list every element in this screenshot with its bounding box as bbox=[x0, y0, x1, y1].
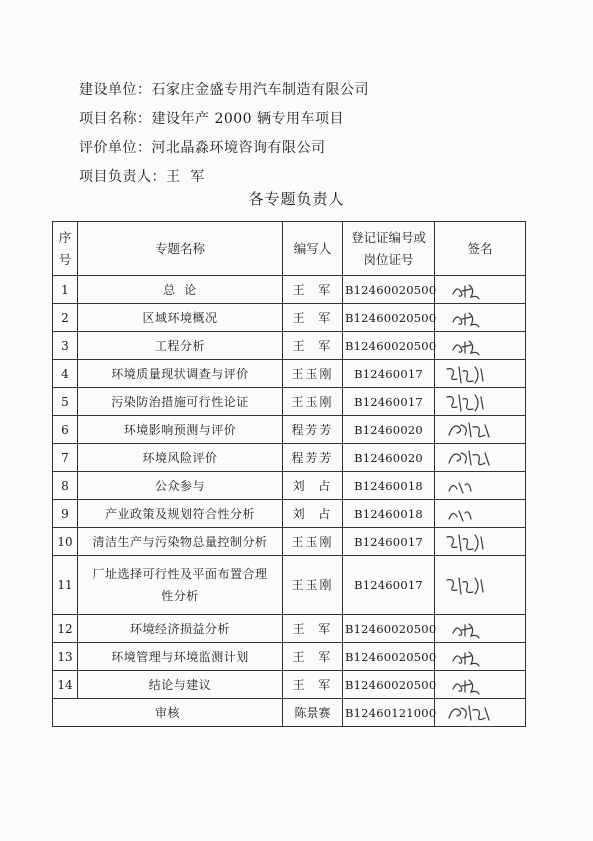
row-signature bbox=[435, 276, 526, 304]
row-topic: 环境风险评价 bbox=[78, 444, 283, 472]
row-cert-number: B12460017 bbox=[343, 556, 435, 615]
row-signature bbox=[435, 444, 526, 472]
row-signature bbox=[435, 472, 526, 500]
handwritten-signature bbox=[435, 277, 524, 303]
row-signature bbox=[435, 304, 526, 332]
row-number: 11 bbox=[53, 556, 78, 615]
info-label: 项目名称： bbox=[79, 111, 152, 127]
row-cert-number: B12460017 bbox=[343, 528, 435, 556]
row-cert-number: B12460020500 bbox=[343, 304, 435, 332]
table-row bbox=[53, 388, 526, 416]
review-row bbox=[53, 699, 526, 727]
row-signature bbox=[435, 388, 526, 416]
row-author: 王玉刚 bbox=[283, 388, 343, 416]
row-author: 刘 占 bbox=[283, 500, 343, 528]
handwritten-signature bbox=[435, 305, 524, 331]
row-topic: 总 论 bbox=[78, 276, 283, 304]
row-topic: 清洁生产与污染物总量控制分析 bbox=[78, 528, 283, 556]
table-row bbox=[53, 615, 526, 643]
row-number: 14 bbox=[53, 671, 78, 699]
table-header-row bbox=[53, 222, 526, 276]
row-signature bbox=[435, 671, 526, 699]
handwritten-signature bbox=[435, 361, 524, 387]
row-topic: 区域环境概况 bbox=[78, 304, 283, 332]
row-topic: 公众参与 bbox=[78, 472, 283, 500]
row-author: 王玉刚 bbox=[283, 360, 343, 388]
row-number: 12 bbox=[53, 615, 78, 643]
row-author: 王 军 bbox=[283, 615, 343, 643]
handwritten-signature bbox=[435, 616, 524, 642]
row-topic: 结论与建议 bbox=[78, 671, 283, 699]
row-topic: 环境经济损益分析 bbox=[78, 615, 283, 643]
row-author: 王玉刚 bbox=[283, 528, 343, 556]
info-assessment-unit bbox=[79, 134, 369, 163]
row-cert-number: B12460020 bbox=[343, 444, 435, 472]
row-author: 王 军 bbox=[283, 276, 343, 304]
row-topic: 工程分析 bbox=[78, 332, 283, 360]
row-number: 7 bbox=[53, 444, 78, 472]
row-cert-number: B12460020500 bbox=[343, 276, 435, 304]
table-row bbox=[53, 671, 526, 699]
row-signature bbox=[435, 528, 526, 556]
table-row bbox=[53, 444, 526, 472]
row-cert-number: B12460020 bbox=[343, 416, 435, 444]
row-number: 9 bbox=[53, 500, 78, 528]
info-label: 项目负责人： bbox=[79, 169, 166, 185]
row-topic: 产业政策及规划符合性分析 bbox=[78, 500, 283, 528]
row-cert-number: B12460018 bbox=[343, 472, 435, 500]
row-author: 王 军 bbox=[283, 643, 343, 671]
row-author: 王 军 bbox=[283, 332, 343, 360]
row-number: 10 bbox=[53, 528, 78, 556]
info-label: 建设单位： bbox=[79, 82, 152, 98]
header-no-top: 序 bbox=[58, 229, 72, 245]
handwritten-signature bbox=[435, 445, 524, 471]
header-cert-line2: 岗位证号 bbox=[363, 251, 414, 267]
table-row bbox=[53, 643, 526, 671]
row-topic: 污染防治措施可行性论证 bbox=[78, 388, 283, 416]
header-signature: 签名 bbox=[435, 222, 526, 276]
info-value: 石家庄金盛专用汽车制造有限公司 bbox=[151, 82, 369, 98]
header-cert bbox=[343, 222, 435, 276]
row-topic-line2: 性分析 bbox=[161, 589, 199, 603]
row-author: 程芳芳 bbox=[283, 416, 343, 444]
review-label: 审核 bbox=[53, 699, 283, 727]
row-number: 4 bbox=[53, 360, 78, 388]
row-signature bbox=[435, 643, 526, 671]
handwritten-signature bbox=[435, 672, 524, 698]
header-no-bottom: 号 bbox=[58, 251, 72, 267]
row-cert-number: B12460020500 bbox=[343, 332, 435, 360]
table-row bbox=[53, 472, 526, 500]
table-row bbox=[53, 556, 526, 615]
table-row bbox=[53, 304, 526, 332]
header-author: 编写人 bbox=[283, 222, 343, 276]
table-title: 各专题负责人 bbox=[248, 190, 345, 208]
header-topic: 专题名称 bbox=[78, 222, 283, 276]
row-cert-number: B12460018 bbox=[343, 500, 435, 528]
handwritten-signature bbox=[435, 644, 524, 670]
row-signature bbox=[435, 360, 526, 388]
row-author: 程芳芳 bbox=[283, 444, 343, 472]
row-number: 5 bbox=[53, 388, 78, 416]
row-signature bbox=[435, 332, 526, 360]
header-cert-line1: 登记证编号或 bbox=[350, 229, 426, 245]
handwritten-signature bbox=[435, 501, 524, 527]
row-cert-number: B12460020500 bbox=[343, 643, 435, 671]
info-value: 建设年产 2000 辆专用车项目 bbox=[151, 111, 345, 127]
row-cert-number: B12460020500 bbox=[343, 671, 435, 699]
table-row bbox=[53, 416, 526, 444]
header-no bbox=[53, 222, 78, 276]
table-row bbox=[53, 332, 526, 360]
handwritten-signature bbox=[435, 333, 524, 359]
topic-responsibility-table bbox=[52, 221, 526, 727]
row-cert-number: B12460020500 bbox=[343, 615, 435, 643]
row-topic: 环境影响预测与评价 bbox=[78, 416, 283, 444]
row-signature bbox=[435, 556, 526, 615]
row-number: 6 bbox=[53, 416, 78, 444]
review-cert-number: B12460121000 bbox=[343, 699, 435, 727]
row-signature bbox=[435, 416, 526, 444]
review-signature bbox=[435, 699, 526, 727]
info-value: 王 军 bbox=[166, 169, 205, 185]
row-topic: 环境质量现状调查与评价 bbox=[78, 360, 283, 388]
row-signature bbox=[435, 615, 526, 643]
info-label: 评价单位： bbox=[79, 140, 152, 156]
row-number: 3 bbox=[53, 332, 78, 360]
row-topic: 环境管理与环境监测计划 bbox=[78, 643, 283, 671]
row-author: 王玉刚 bbox=[283, 556, 343, 615]
table-row bbox=[53, 500, 526, 528]
table-row bbox=[53, 360, 526, 388]
table-row bbox=[53, 528, 526, 556]
info-construction-unit bbox=[79, 76, 369, 105]
handwritten-signature bbox=[435, 473, 524, 499]
row-number: 13 bbox=[53, 643, 78, 671]
row-author: 刘 占 bbox=[283, 472, 343, 500]
row-topic bbox=[78, 556, 283, 615]
row-cert-number: B12460017 bbox=[343, 388, 435, 416]
table-row bbox=[53, 276, 526, 304]
row-author: 王 军 bbox=[283, 671, 343, 699]
info-value: 河北晶淼环境咨询有限公司 bbox=[151, 140, 326, 156]
row-author: 王 军 bbox=[283, 304, 343, 332]
row-topic-line1: 厂址选择可行性及平面布置合理 bbox=[92, 567, 268, 581]
row-signature bbox=[435, 500, 526, 528]
handwritten-signature bbox=[435, 529, 524, 555]
row-number: 2 bbox=[53, 304, 78, 332]
handwritten-signature bbox=[435, 389, 524, 415]
row-number: 1 bbox=[53, 276, 78, 304]
project-info bbox=[79, 76, 369, 192]
review-author: 陈景赛 bbox=[283, 699, 343, 727]
handwritten-signature bbox=[435, 572, 524, 598]
info-project-name bbox=[79, 105, 369, 134]
handwritten-signature bbox=[435, 417, 524, 443]
row-number: 8 bbox=[53, 472, 78, 500]
row-cert-number: B12460017 bbox=[343, 360, 435, 388]
handwritten-signature bbox=[435, 700, 524, 726]
